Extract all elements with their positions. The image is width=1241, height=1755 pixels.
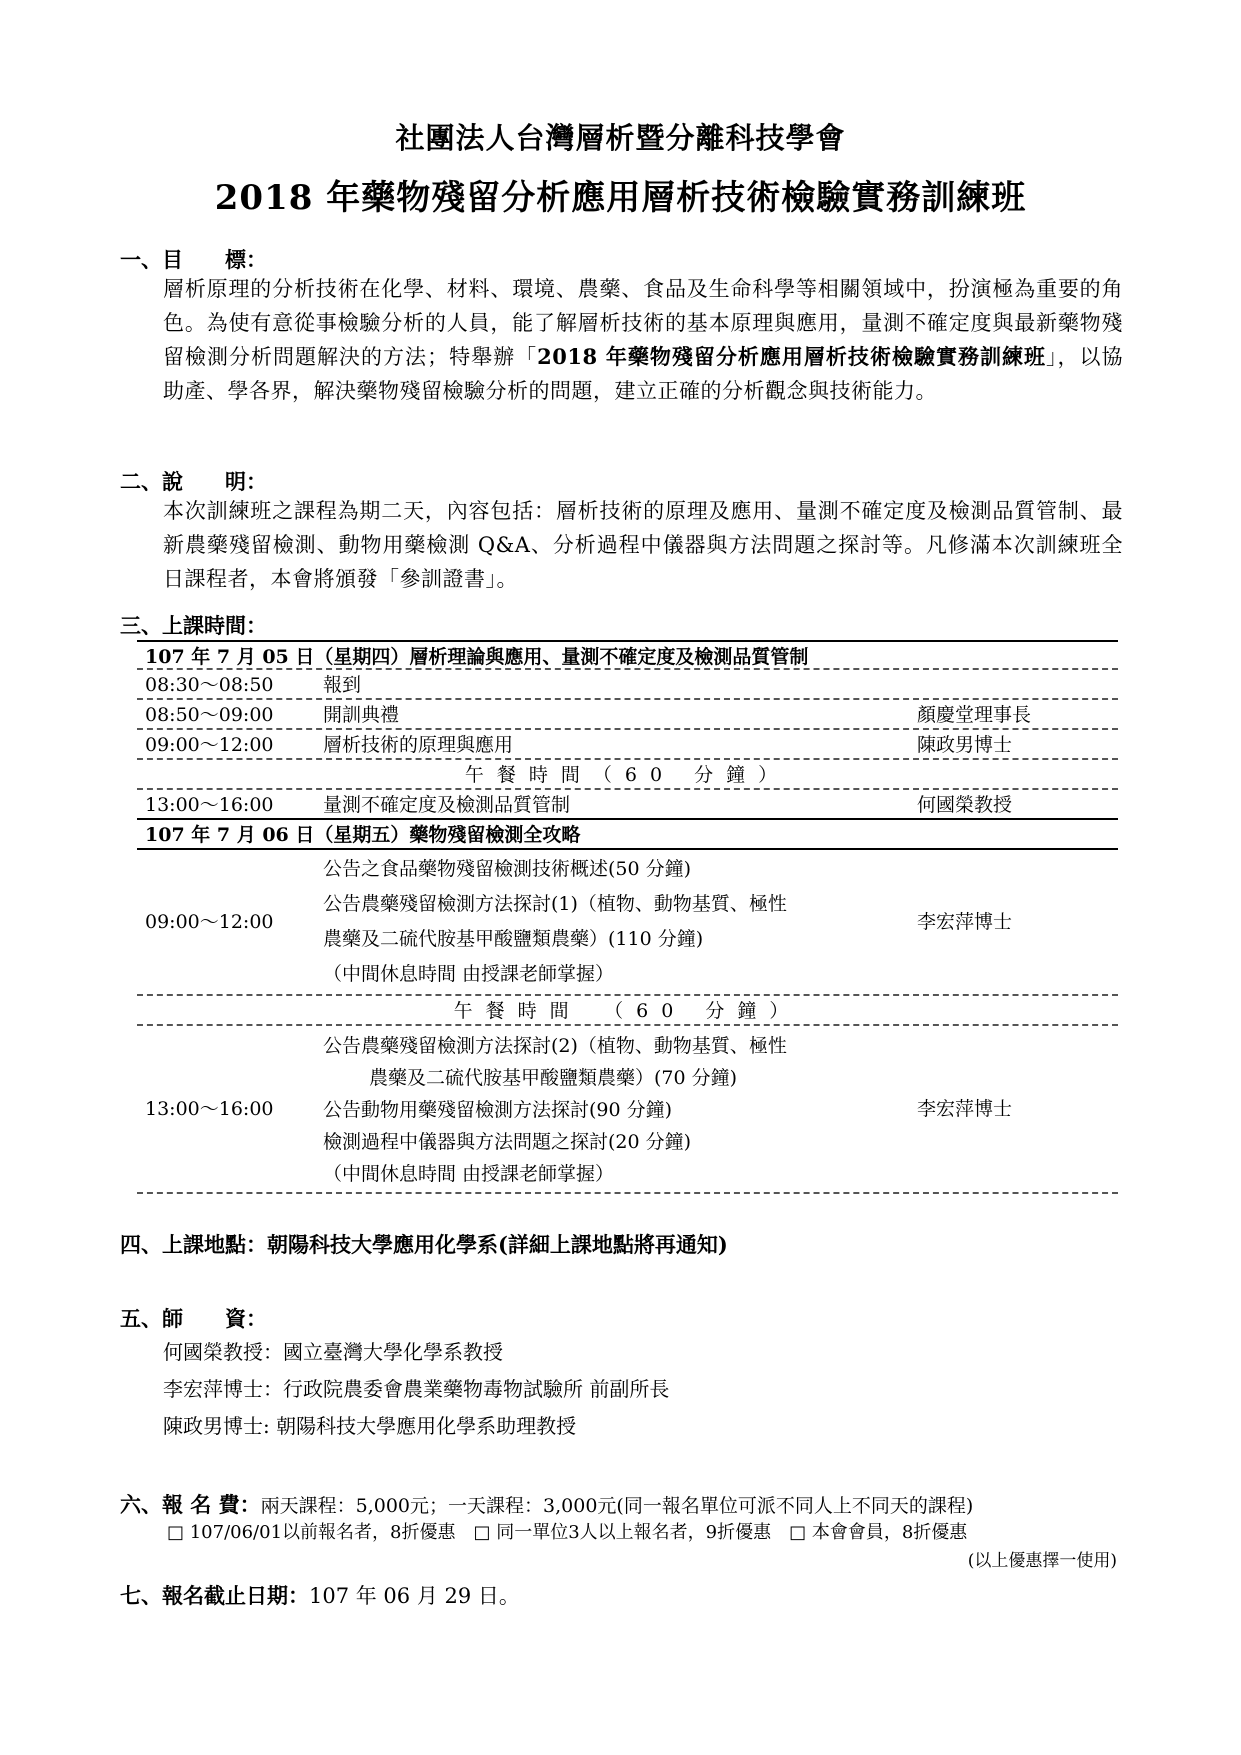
schedule-day1-title: 107 年 7 月 05 日（星期四）層析理論與應用、量測不確定度及檢測品質管制 (137, 640, 1118, 670)
row-speaker: 何國榮教授 (917, 794, 1013, 816)
instructor-item: 陳政男博士: 朝陽科技大學應用化學系助理教授 (163, 1414, 577, 1438)
section-location-heading: 四、上課地點：朝陽科技大學應用化學系(詳細上課地點將再通知) (120, 1232, 728, 1257)
row-content-lines (323, 852, 787, 992)
row-content-line: 公告動物用藥殘留檢測方法探討(90 分鐘) (323, 1099, 673, 1121)
document-title: 2018 年藥物殘留分析應用層析技術檢驗實務訓練班 (214, 178, 1027, 218)
row-content-line: 公告農藥殘留檢測方法探討(2)（植物、動物基質、極性 (323, 1035, 787, 1057)
row-content: 量測不確定度及檢測品質管制 (323, 794, 571, 816)
section-deadline-heading (120, 1580, 520, 1610)
row-content: 層析技術的原理與應用 (323, 734, 514, 756)
fee-discount-note: (以上優惠擇一使用) (967, 1551, 1117, 1571)
row-content-lines (323, 1030, 787, 1190)
schedule-day2-lunch: 午餐時間 （60 分鐘） (137, 996, 1118, 1026)
section-instructors-heading: 五、師 資： (120, 1306, 267, 1331)
schedule-day2-afternoon (137, 1026, 1118, 1194)
deadline-heading-label: 七、報名截止日期： (120, 1583, 309, 1608)
row-time: 13:00～16:00 (145, 1098, 274, 1120)
schedule-table (137, 640, 1118, 1194)
fee-discount-options: □ 107/06/01以前報名者，8折優惠 □ 同一單位3人以上報名者，9折優惠 □ 本會會員，8折優惠 (167, 1522, 968, 1543)
fee-heading-label: 六、報 名 費： (120, 1492, 261, 1517)
schedule-row (137, 730, 1118, 760)
row-time: 08:50～09:00 (145, 704, 274, 726)
row-speaker: 顏慶堂理事長 (917, 704, 1032, 726)
objective-text-part1: 層析原理的分析技術在化學、材料、環境、農藥、食品及生命科學等相關領域中，扮演極為重要的角色。為使有意從事檢驗分析的人員，能了解層析技術的基本原理與應用，量測不確定度與最新藥物殘留檢測分析問題解決的方法；特舉辦「 (163, 277, 1123, 369)
schedule-day1-lunch: 午餐時間（60 分鐘） (137, 760, 1118, 790)
row-content-line: 公告農藥殘留檢測方法探討(1)（植物、動物基質、極性 (323, 893, 787, 915)
section-fee-heading (120, 1489, 973, 1519)
instructor-item: 何國榮教授：國立臺灣大學化學系教授 (163, 1340, 503, 1364)
schedule-row (137, 670, 1118, 700)
row-content-line: （中間休息時間 由授課老師掌握） (323, 963, 615, 985)
section-schedule-heading: 三、上課時間： (120, 613, 267, 638)
row-content-line: 農藥及二硫代胺基甲酸鹽類農藥）(110 分鐘) (323, 928, 704, 950)
section-objective-heading: 一、目 標： (120, 247, 267, 272)
row-time: 09:00～12:00 (145, 911, 274, 933)
row-content-line: 農藥及二硫代胺基甲酸鹽類農藥）(70 分鐘) (369, 1067, 738, 1089)
objective-course-name: 2018 年藥物殘留分析應用層析技術檢驗實務訓練班 (537, 344, 1046, 369)
section-description-heading: 二、說 明： (120, 469, 267, 494)
row-content-line: （中間休息時間 由授課老師掌握） (323, 1163, 615, 1185)
row-content: 報到 (323, 674, 362, 696)
fee-text: 兩天課程：5,000元；一天課程：3,000元(同一報名單位可派不同人上不同天的課程) (260, 1495, 974, 1517)
objective-text-part2: 」，以協助產、學各界，解決藥物殘留檢驗分析的問題，建立正確的分析觀念與技術能力。 (163, 345, 1124, 403)
instructor-item: 李宏萍博士：行政院農委會農業藥物毒物試驗所 前副所長 (163, 1377, 670, 1401)
row-speaker: 李宏萍博士 (917, 911, 1013, 933)
section-objective-text (163, 272, 1123, 408)
row-content-line: 檢測過程中儀器與方法問題之探討(20 分鐘) (323, 1131, 692, 1153)
row-time: 09:00～12:00 (145, 734, 274, 756)
row-time: 08:30～08:50 (145, 674, 274, 696)
row-content-line: 公告之食品藥物殘留檢測技術概述(50 分鐘) (323, 858, 692, 880)
row-speaker: 陳政男博士 (917, 734, 1013, 756)
schedule-row (137, 700, 1118, 730)
row-content: 開訓典禮 (323, 704, 400, 726)
row-time: 13:00～16:00 (145, 794, 274, 816)
section-description-text: 本次訓練班之課程為期二天，內容包括：層析技術的原理及應用、量測不確定度及檢測品質管制、最新農藥殘留檢測、動物用藥檢測 Q&A、分析過程中儀器與方法問題之探討等。凡修滿本次訓練班全日課程者，本會將頒發「參訓證書」。 (163, 499, 1123, 591)
schedule-row (137, 790, 1118, 820)
schedule-day2-morning (137, 850, 1118, 996)
deadline-date: 107 年 06 月 29 日。 (309, 1584, 520, 1608)
row-speaker: 李宏萍博士 (917, 1098, 1013, 1120)
organization-name: 社團法人台灣層析暨分離科技學會 (395, 121, 846, 155)
schedule-day2-title: 107 年 7 月 06 日（星期五）藥物殘留檢測全攻略 (137, 820, 1118, 850)
